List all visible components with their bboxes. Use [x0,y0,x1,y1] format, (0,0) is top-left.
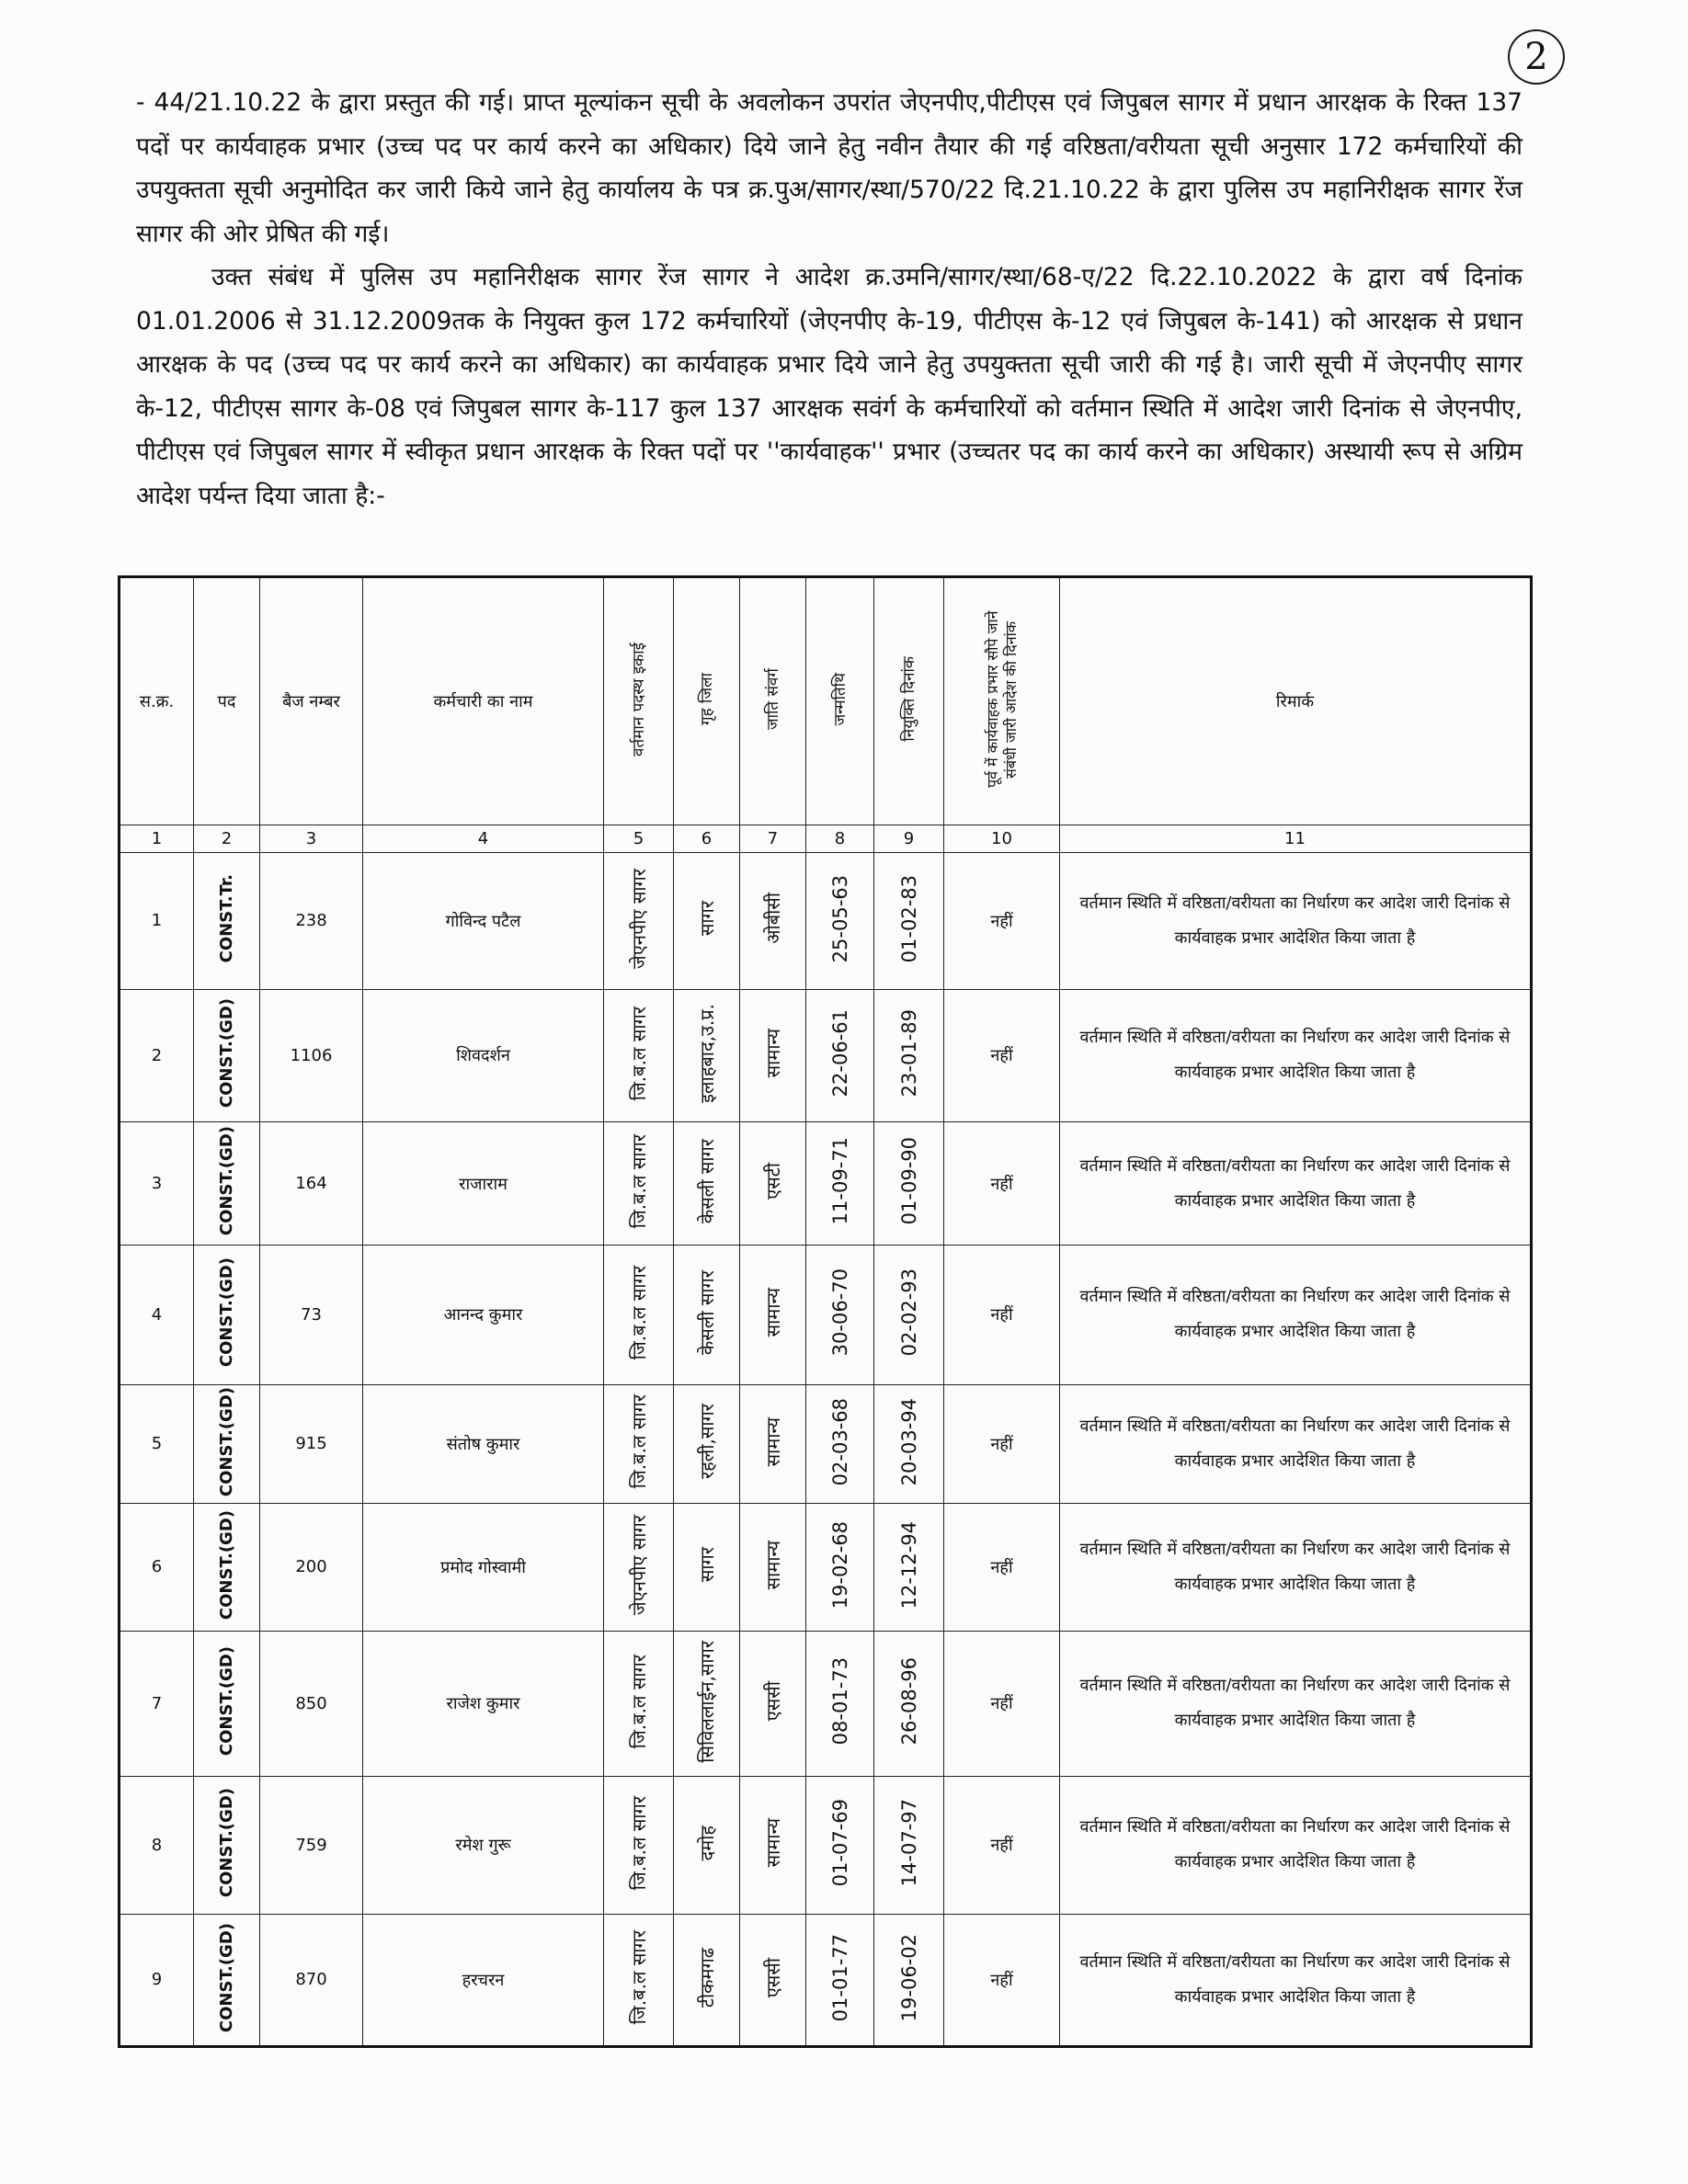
cell-home-district: सिविललाईन,सागर [674,1632,740,1777]
cell-badge: 238 [260,853,363,990]
col-num: 8 [806,825,874,853]
col-num: 5 [604,825,674,853]
col-num: 1 [120,825,194,853]
col-num: 10 [944,825,1060,853]
cell-doj: 02-02-93 [874,1246,944,1385]
cell-name: राजाराम [363,1121,604,1245]
cell-sr: 2 [120,989,194,1121]
header-name: कर्मचारी का नाम [363,577,604,825]
cell-badge: 73 [260,1246,363,1385]
cell-post: CONST.(GD) [194,1776,260,1914]
header-home-district: गृह जिला [674,577,740,825]
cell-dob: 22-06-61 [806,989,874,1121]
cell-prev-order: नहीं [944,1914,1060,2047]
header-remark: रिमार्क [1060,577,1532,825]
cell-doj: 20-03-94 [874,1384,944,1503]
cell-remark: वर्तमान स्थिति में वरिष्ठता/वरीयता का निर्धारण कर आदेश जारी दिनांक से कार्यवाहक प्रभार आदेशित किया जाता है [1060,1121,1532,1245]
cell-prev-order: नहीं [944,853,1060,990]
cell-post: CONST.(GD) [194,1914,260,2047]
cell-dob: 02-03-68 [806,1384,874,1503]
table-row [120,853,1532,990]
cell-caste: एससी [740,1632,806,1777]
col-num: 11 [1060,825,1532,853]
header-dob: जन्मतिथि [806,577,874,825]
table-row [120,1632,1532,1777]
cell-prev-order: नहीं [944,1121,1060,1245]
cell-sr: 8 [120,1776,194,1914]
cell-doj: 26-08-96 [874,1632,944,1777]
cell-home-district: रहली,सागर [674,1384,740,1503]
col-num: 7 [740,825,806,853]
cell-caste: सामान्य [740,1503,806,1631]
cell-doj: 14-07-97 [874,1776,944,1914]
header-post: पद [194,577,260,825]
cell-prev-order: नहीं [944,1632,1060,1777]
order-body-text [136,81,1523,518]
cell-post: CONST.(GD) [194,989,260,1121]
header-sr: स.क्र. [120,577,194,825]
col-num: 9 [874,825,944,853]
cell-sr: 5 [120,1384,194,1503]
cell-home-district: दमोह [674,1776,740,1914]
cell-prev-order: नहीं [944,1776,1060,1914]
header-badge: बैज नम्बर [260,577,363,825]
cell-dob: 30-06-70 [806,1246,874,1385]
cell-dob: 08-01-73 [806,1632,874,1777]
header-caste: जाति संवर्ग [740,577,806,825]
paragraph: - 44/21.10.22 के द्वारा प्रस्तुत की गई। प्राप्त मूल्यांकन सूची के अवलोकन उपरांत जेएनपीए,पीटीएस एवं जिपुबल सागर में प्रधान आरक्षक के रिक्त 137 पदों पर कार्यवाहक प्रभार (उच्च पद पर कार्य करने का अधिकार) दिये जाने हेतु नवीन तैयार की गई वरिष्ठता/वरीयता सूची अनुसार 172 कर्मचारियों की उपयुक्तता सूची अनुमोदित कर जारी किये जाने हेतु कार्यालय के पत्र क्र.पुअ/सागर/स्था/570/22 दि.21.10.22 के द्वारा पुलिस उप महानिरीक्षक सागर रेंज सागर की ओर प्रेषित की गई। [136,88,1523,248]
header-unit: वर्तमान पदस्थ इकाई [604,577,674,825]
cell-dob: 25-05-63 [806,853,874,990]
cell-doj: 01-09-90 [874,1121,944,1245]
cell-caste: ओबीसी [740,853,806,990]
cell-name: गोविन्द पटैल [363,853,604,990]
cell-dob: 19-02-68 [806,1503,874,1631]
col-num: 2 [194,825,260,853]
cell-unit: जि.ब.ल सागर [604,1914,674,2047]
cell-home-district: केसली सागर [674,1121,740,1245]
cell-remark: वर्तमान स्थिति में वरिष्ठता/वरीयता का निर्धारण कर आदेश जारी दिनांक से कार्यवाहक प्रभार आदेशित किया जाता है [1060,1384,1532,1503]
cell-prev-order: नहीं [944,989,1060,1121]
cell-unit: जि.ब.ल सागर [604,1632,674,1777]
col-num: 6 [674,825,740,853]
col-num: 4 [363,825,604,853]
cell-home-district: केसली सागर [674,1246,740,1385]
cell-home-district: सागर [674,1503,740,1631]
cell-unit: जि.ब.ल सागर [604,1776,674,1914]
cell-badge: 850 [260,1632,363,1777]
header-doj: नियुक्ति दिनांक [874,577,944,825]
cell-unit: जि.ब.ल सागर [604,1121,674,1245]
employee-table [118,575,1533,2048]
cell-name: आनन्द कुमार [363,1246,604,1385]
cell-remark: वर्तमान स्थिति में वरिष्ठता/वरीयता का निर्धारण कर आदेश जारी दिनांक से कार्यवाहक प्रभार आदेशित किया जाता है [1060,1914,1532,2047]
cell-post: CONST.(GD) [194,1632,260,1777]
table-row [120,1503,1532,1631]
cell-prev-order: नहीं [944,1503,1060,1631]
table-row [120,1776,1532,1914]
cell-sr: 3 [120,1121,194,1245]
table-row [120,1121,1532,1245]
cell-post: CONST.(GD) [194,1246,260,1385]
cell-prev-order: नहीं [944,1384,1060,1503]
cell-caste: सामान्य [740,1384,806,1503]
cell-remark: वर्तमान स्थिति में वरिष्ठता/वरीयता का निर्धारण कर आदेश जारी दिनांक से कार्यवाहक प्रभार आदेशित किया जाता है [1060,1246,1532,1385]
cell-badge: 759 [260,1776,363,1914]
cell-caste: सामान्य [740,1246,806,1385]
cell-unit: जि.ब.ल सागर [604,989,674,1121]
cell-unit: जि.ब.ल सागर [604,1384,674,1503]
cell-sr: 6 [120,1503,194,1631]
cell-name: शिवदर्शन [363,989,604,1121]
cell-sr: 1 [120,853,194,990]
cell-caste: एससी [740,1914,806,2047]
cell-badge: 200 [260,1503,363,1631]
cell-badge: 870 [260,1914,363,2047]
cell-remark: वर्तमान स्थिति में वरिष्ठता/वरीयता का निर्धारण कर आदेश जारी दिनांक से कार्यवाहक प्रभार आदेशित किया जाता है [1060,853,1532,990]
cell-sr: 9 [120,1914,194,2047]
cell-doj: 19-06-02 [874,1914,944,2047]
cell-name: संतोष कुमार [363,1384,604,1503]
cell-caste: एसटी [740,1121,806,1245]
cell-post: CONST.(GD) [194,1384,260,1503]
page-number: 2 [1508,29,1565,85]
cell-doj: 01-02-83 [874,853,944,990]
cell-remark: वर्तमान स्थिति में वरिष्ठता/वरीयता का निर्धारण कर आदेश जारी दिनांक से कार्यवाहक प्रभार आदेशित किया जाता है [1060,1503,1532,1631]
cell-doj: 23-01-89 [874,989,944,1121]
cell-home-district: सागर [674,853,740,990]
cell-unit: जेएनपीए सागर [604,853,674,990]
table-row [120,1246,1532,1385]
table-row [120,1384,1532,1503]
cell-post: CONST.(GD) [194,1503,260,1631]
cell-name: प्रमोद गोस्वामी [363,1503,604,1631]
cell-dob: 11-09-71 [806,1121,874,1245]
cell-unit: जेएनपीए सागर [604,1503,674,1631]
cell-dob: 01-01-77 [806,1914,874,2047]
cell-sr: 7 [120,1632,194,1777]
cell-remark: वर्तमान स्थिति में वरिष्ठता/वरीयता का निर्धारण कर आदेश जारी दिनांक से कार्यवाहक प्रभार आदेशित किया जाता है [1060,1632,1532,1777]
cell-badge: 915 [260,1384,363,1503]
table-row [120,989,1532,1121]
cell-unit: जि.ब.ल सागर [604,1246,674,1385]
cell-remark: वर्तमान स्थिति में वरिष्ठता/वरीयता का निर्धारण कर आदेश जारी दिनांक से कार्यवाहक प्रभार आदेशित किया जाता है [1060,1776,1532,1914]
cell-prev-order: नहीं [944,1246,1060,1385]
cell-remark: वर्तमान स्थिति में वरिष्ठता/वरीयता का निर्धारण कर आदेश जारी दिनांक से कार्यवाहक प्रभार आदेशित किया जाता है [1060,989,1532,1121]
cell-name: रमेश गुरू [363,1776,604,1914]
cell-caste: सामान्य [740,989,806,1121]
cell-post: CONST.Tr. [194,853,260,990]
cell-home-district: इलाहबाद,उ.प्र. [674,989,740,1121]
paragraph: उक्त संबंध में पुलिस उप महानिरीक्षक सागर रेंज सागर ने आदेश क्र.उमनि/सागर/स्था/68-ए/22 दि.22.10.2022 के द्वारा वर्ष दिनांक 01.01.2006 से 31.12.2009तक के नियुक्त कुल 172 कर्मचारियों (जेएनपीए के-19, पीटीएस के-12 एवं जिपुबल के-141) को आरक्षक से प्रधान आरक्षक के पद (उच्च पद पर कार्य करने का अधिकार) का कार्यवाहक प्रभार दिये जाने हेतु उपयुक्तता सूची जारी की गई है। जारी सूची में जेएनपीए सागर के-12, पीटीएस सागर के-08 एवं जिपुबल सागर के-117 कुल 137 आरक्षक सवंर्ग के कर्मचारियों को वर्तमान स्थिति में आदेश जारी दिनांक से जेएनपीए, पीटीएस एवं जिपुबल सागर में स्वीकृत प्रधान आरक्षक के रिक्त पदों पर ''कार्यवाहक'' प्रभार (उच्चतर पद का कार्य करने का अधिकार) अस्थायी रूप से अग्रिम आदेश पर्यन्त दिया जाता है:- [136,263,1523,510]
cell-name: राजेश कुमार [363,1632,604,1777]
col-num: 3 [260,825,363,853]
cell-post: CONST.(GD) [194,1121,260,1245]
cell-sr: 4 [120,1246,194,1385]
cell-dob: 01-07-69 [806,1776,874,1914]
table-row [120,1914,1532,2047]
cell-home-district: टीकमगढ [674,1914,740,2047]
cell-badge: 1106 [260,989,363,1121]
cell-caste: सामान्य [740,1776,806,1914]
header-prev-order: पूर्व में कार्यवाहक प्रभार सौपे जाने संबंधी जारी आदेश की दिनांक [944,577,1060,825]
cell-badge: 164 [260,1121,363,1245]
cell-name: हरचरन [363,1914,604,2047]
cell-doj: 12-12-94 [874,1503,944,1631]
